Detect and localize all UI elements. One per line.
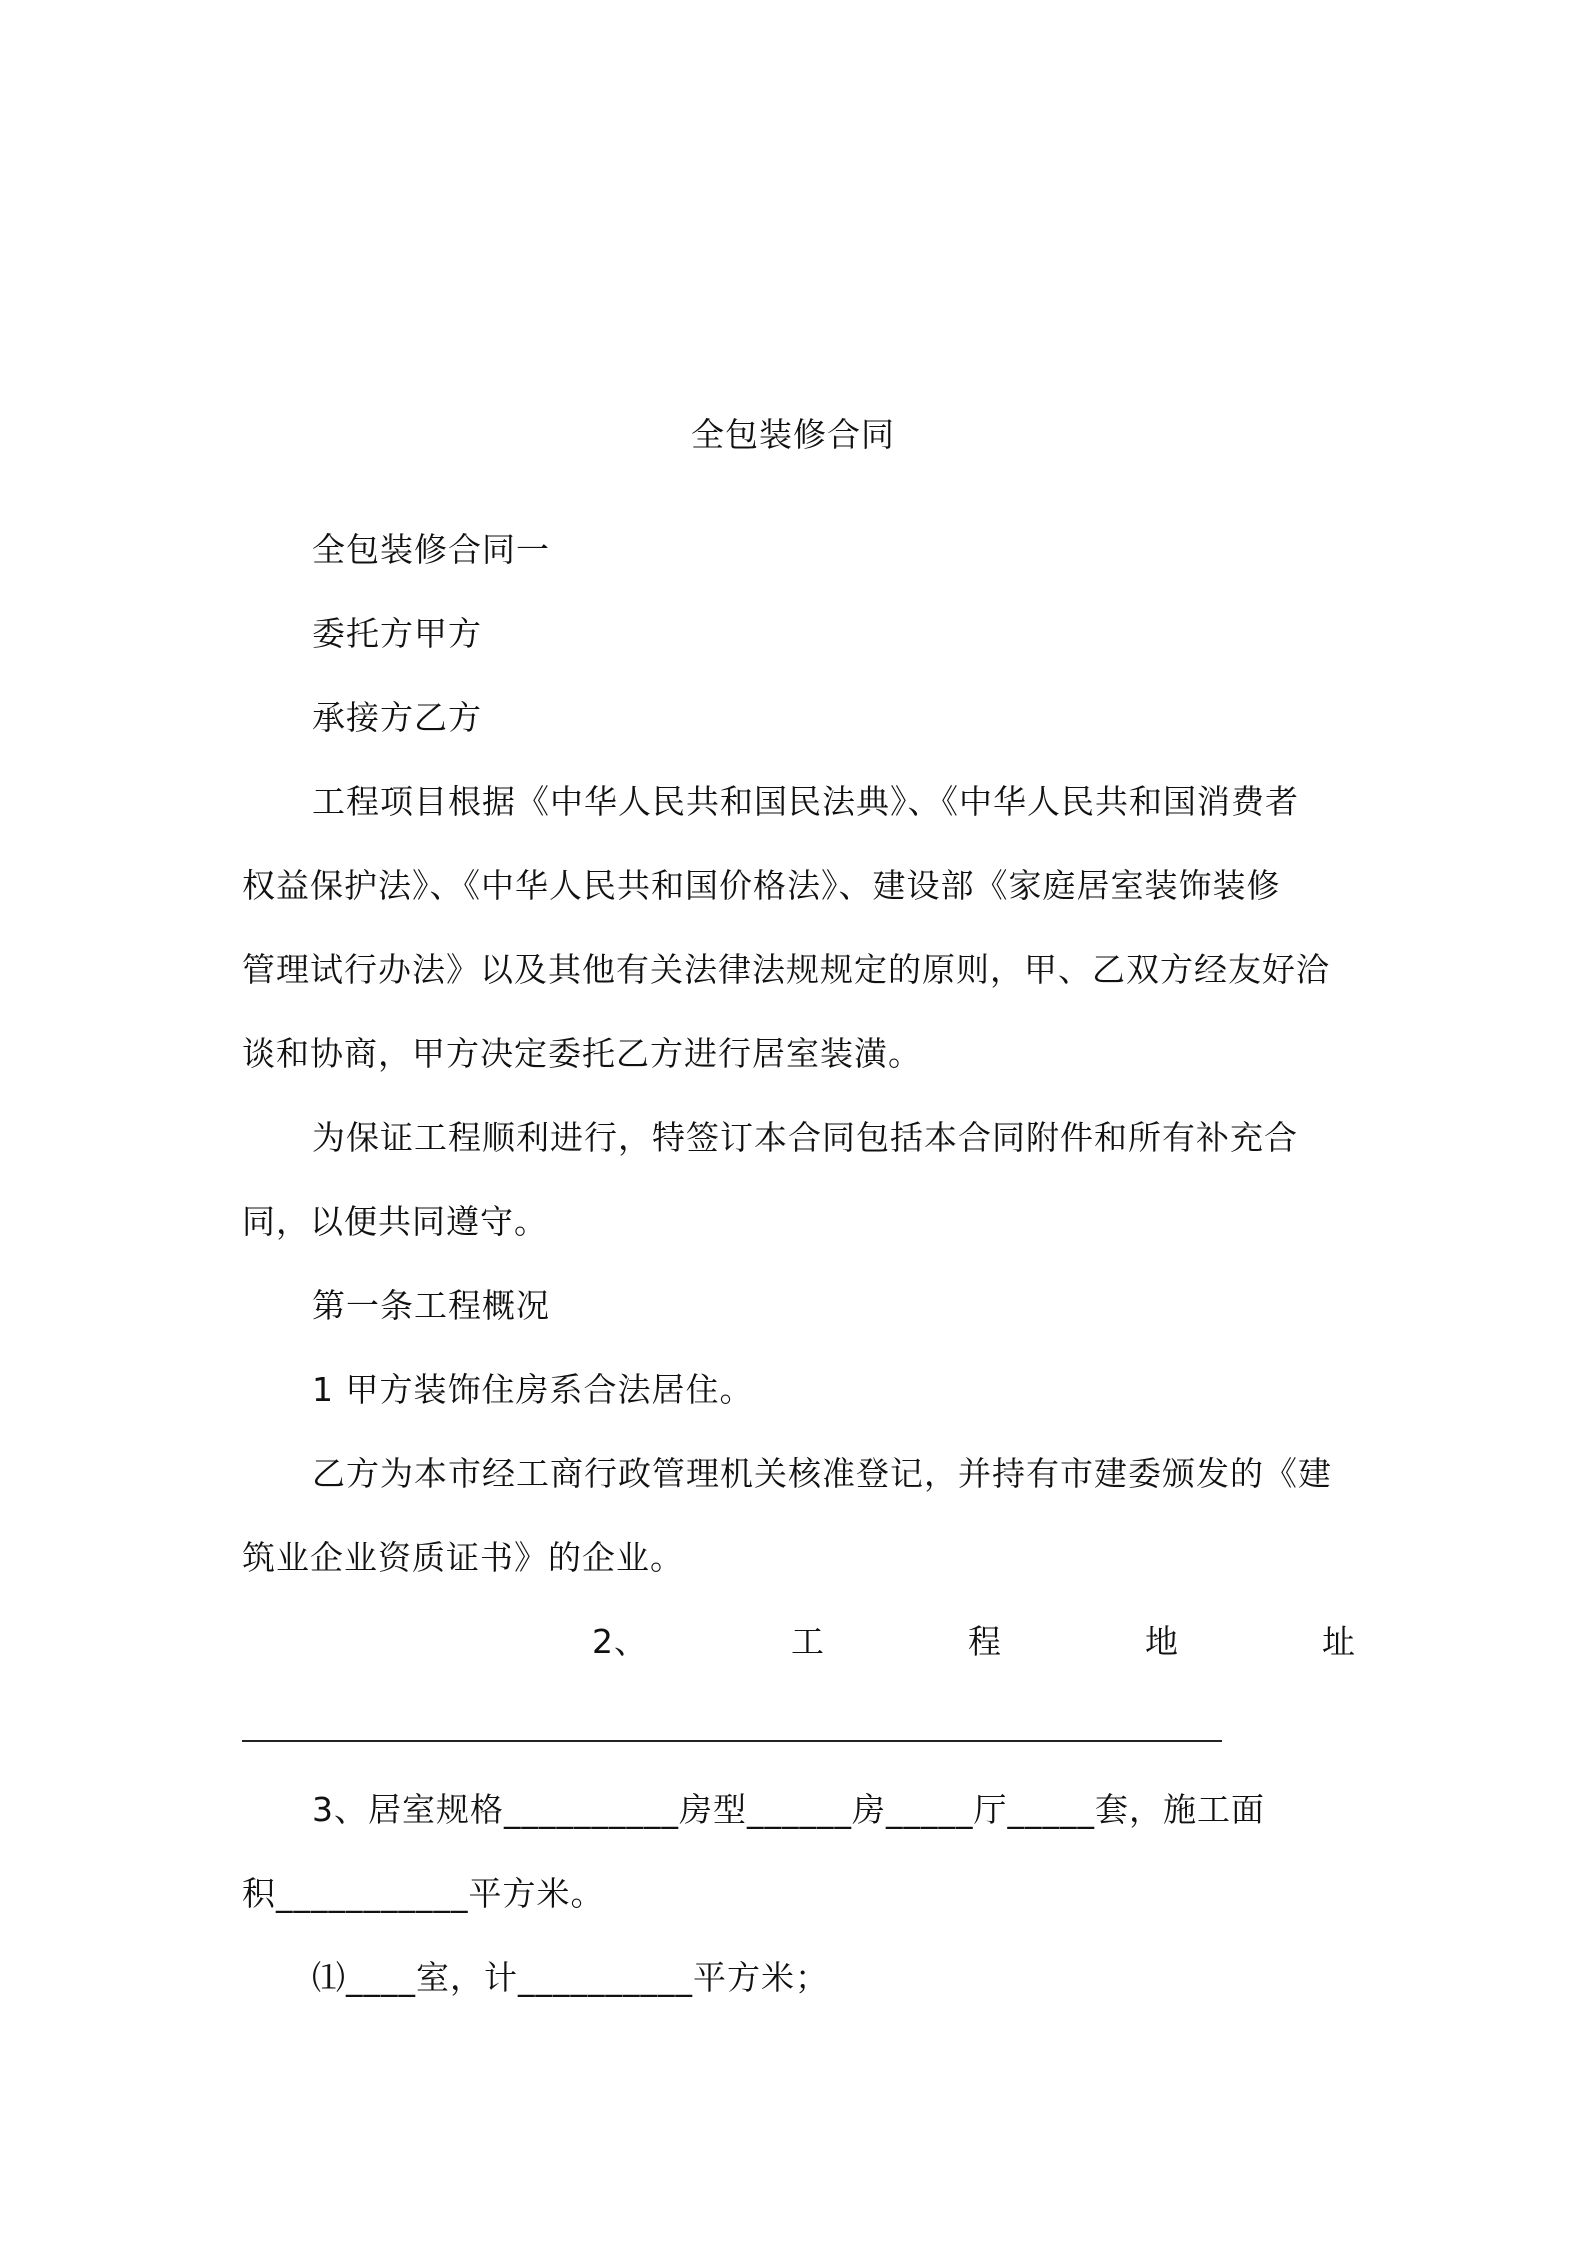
paragraph-line: 权益保护法》、《中华人民共和国价格法》、建设部《家庭居室装饰装修 (242, 866, 1281, 905)
paragraph-line: 管理试行办法》以及其他有关法律法规规定的原则，甲、乙双方经友好洽 (242, 950, 1330, 989)
area-line: 积___________平方米。 (242, 1874, 605, 1913)
paragraph-line: 工程项目根据《中华人民共和国民法典》、《中华人民共和国消费者 (312, 782, 1299, 821)
paragraph-line: 乙方为本市经工商行政管理机关核准登记，并持有市建委颁发的《建 (312, 1454, 1332, 1493)
address-char: 址 (1322, 1622, 1356, 1661)
contractor-party: 承接方乙方 (312, 698, 482, 737)
document-title: 全包装修合同 (691, 415, 895, 454)
paragraph-line: 谈和协商，甲方决定委托乙方进行居室装潢。 (242, 1034, 922, 1073)
room-line: ⑴____室，计__________平方米； (312, 1958, 829, 1997)
address-char: 地 (1145, 1622, 1179, 1661)
address-char: 程 (968, 1622, 1002, 1661)
paragraph-line: 同，以便共同遵守。 (242, 1202, 548, 1241)
article-heading: 第一条工程概况 (312, 1286, 550, 1325)
address-char: 工 (791, 1622, 825, 1661)
address-line (242, 1617, 1356, 1667)
paragraph-line: 1 甲方装饰住房系合法居住。 (312, 1370, 754, 1409)
subtitle: 全包装修合同一 (312, 530, 550, 569)
address-number: 2、 (592, 1622, 648, 1661)
paragraph-line: 筑业企业资质证书》的企业。 (242, 1538, 684, 1577)
paragraph-line: 为保证工程顺利进行，特签订本合同包括本合同附件和所有补充合 (312, 1118, 1298, 1157)
spec-line: 3、居室规格__________房型______房_____厅_____套，施工面 (312, 1790, 1265, 1829)
client-party: 委托方甲方 (312, 614, 482, 653)
address-blank-line (242, 1740, 1222, 1742)
